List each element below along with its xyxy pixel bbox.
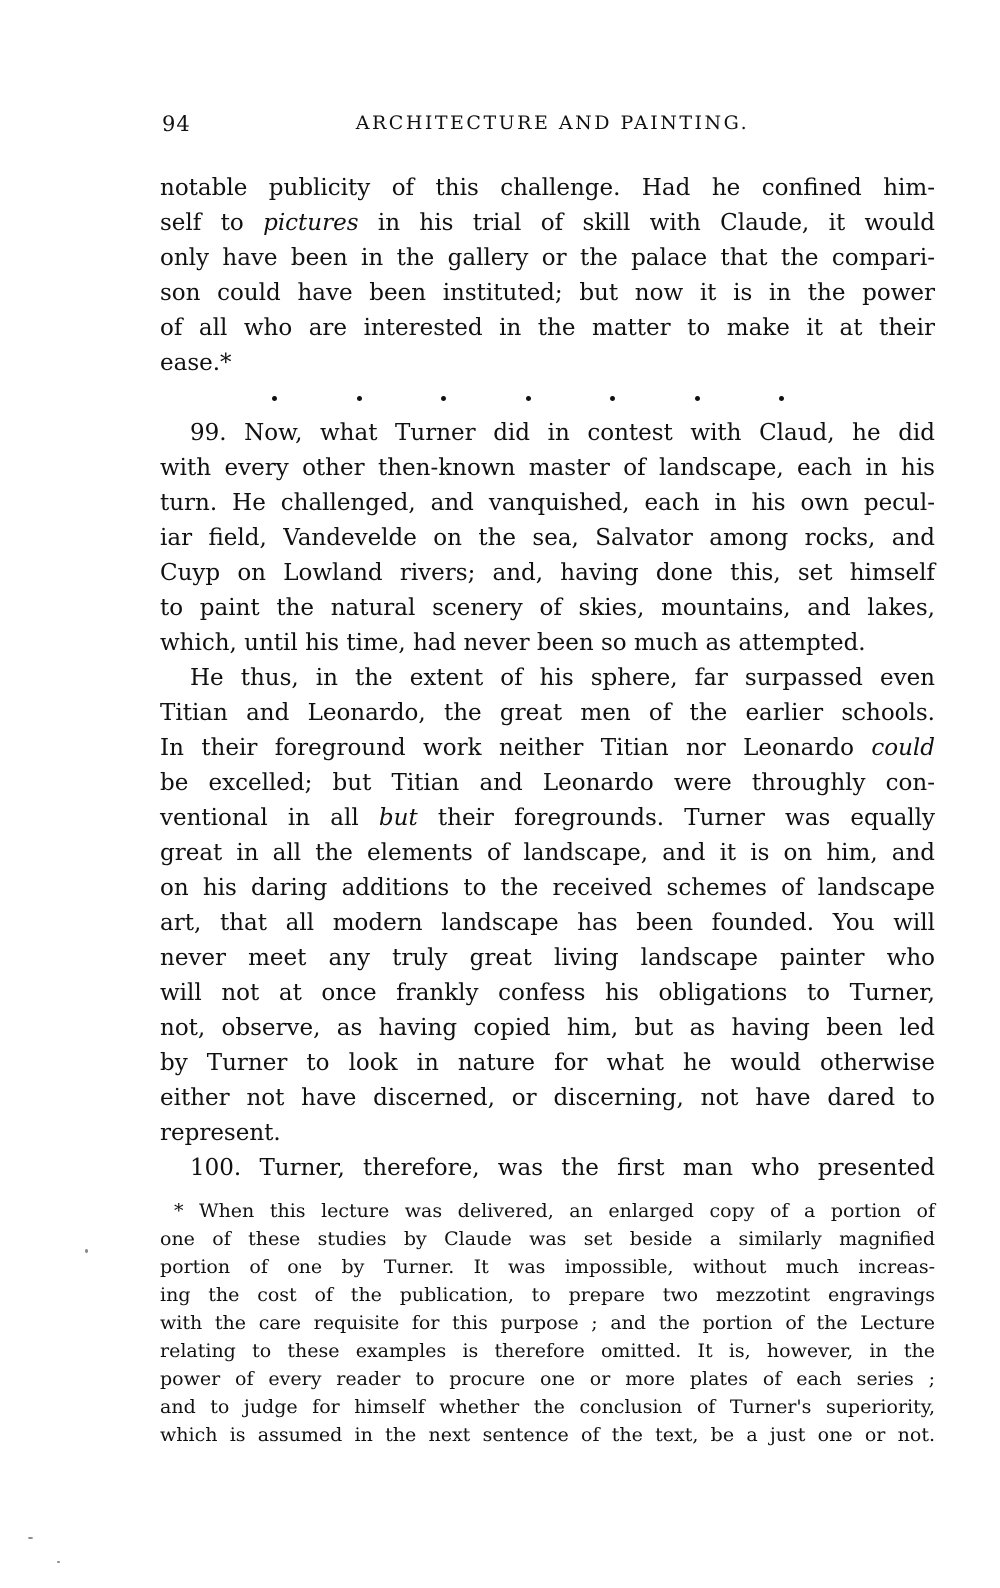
text-line: great in all the elements of landscape, and it is on him, and [160, 840, 935, 866]
text-line: with the care requisite for this purpose ; and the portion of the Lecture [160, 1312, 935, 1334]
text-line: ventional in all but their foregrounds. Turner was equally [160, 805, 935, 831]
text-line: of all who are interested in the matter to make it at their [160, 315, 935, 341]
text-line: * When this lecture was delivered, an enlarged copy of a portion of [174, 1200, 935, 1222]
text-line: only have been in the gallery or the palace that the compari- [160, 245, 935, 271]
paragraph [160, 1197, 935, 1449]
separator-dot [441, 396, 446, 401]
text-line: and to judge for himself whether the conclusion of Turner's superiority, [160, 1396, 935, 1418]
text-line: which, until his time, had never been so much as attempted. [160, 630, 866, 656]
text-line: ease.* [160, 350, 232, 376]
scan-artifact [85, 1249, 88, 1253]
text-line: 100. Turner, therefore, was the first man who presented [190, 1155, 935, 1181]
separator-dot [526, 396, 531, 401]
italic-text: but [378, 805, 418, 831]
italic-text: could [871, 735, 935, 761]
running-header [160, 112, 935, 138]
body-text [160, 171, 935, 1186]
paragraph [160, 661, 935, 1151]
text-line: son could have been instituted; but now it is in the power [160, 280, 935, 306]
text-line: In their foreground work neither Titian nor Leonardo could [160, 735, 935, 761]
scan-artifact [57, 1561, 60, 1563]
separator-dot [695, 396, 700, 401]
text-line: ing the cost of the publication, to prepare two mezzotint engravings [160, 1284, 935, 1306]
text-line: art, that all modern landscape has been founded. You will [160, 910, 935, 936]
text-line: Titian and Leonardo, the great men of the earlier schools. [160, 700, 935, 726]
paragraph [160, 416, 935, 661]
italic-text: pictures [263, 210, 359, 236]
text-line: self to pictures in his trial of skill with Claude, it would [160, 210, 935, 236]
text-line: Cuyp on Lowland rivers; and, having done this, set himself [160, 560, 935, 586]
text-line: with every other then-known master of landscape, each in his [160, 455, 935, 481]
separator-dot [357, 396, 362, 401]
separator-dot [272, 396, 277, 401]
running-title: ARCHITECTURE AND PAINTING. [355, 112, 750, 134]
paragraph [160, 1151, 935, 1186]
text-line: relating to these examples is therefore omitted. It is, however, in the [160, 1340, 935, 1362]
text-line: not, observe, as having copied him, but as having been led [160, 1015, 935, 1041]
text-line: which is assumed in the next sentence of the text, be a just one or not. [160, 1424, 935, 1446]
separator-dot [610, 396, 615, 401]
text-line: represent. [160, 1120, 281, 1146]
paragraph [160, 171, 935, 381]
text-line: notable publicity of this challenge. Had he confined him- [160, 175, 935, 201]
text-line: one of these studies by Claude was set beside a similarly magnified [160, 1228, 935, 1250]
text-line: portion of one by Turner. It was impossible, without much increas- [160, 1256, 935, 1278]
section-separator-dots [272, 381, 784, 416]
page-number: 94 [162, 112, 191, 136]
scan-artifact [28, 1537, 33, 1539]
page-content-column [160, 112, 935, 1449]
text-line: will not at once frankly confess his obligations to Turner, [160, 980, 935, 1006]
text-line: to paint the natural scenery of skies, mountains, and lakes, [160, 595, 935, 621]
text-line: by Turner to look in nature for what he would otherwise [160, 1050, 935, 1076]
text-line: never meet any truly great living landscape painter who [160, 945, 935, 971]
footnote [160, 1197, 935, 1449]
text-line: turn. He challenged, and vanquished, each in his own pecul- [160, 490, 935, 516]
text-line: on his daring additions to the received schemes of landscape [160, 875, 935, 901]
text-line: 99. Now, what Turner did in contest with Claud, he did [190, 420, 935, 446]
text-line: be excelled; but Titian and Leonardo were throughly con- [160, 770, 935, 796]
text-line: He thus, in the extent of his sphere, far surpassed even [190, 665, 935, 691]
text-line: iar field, Vandevelde on the sea, Salvator among rocks, and [160, 525, 935, 551]
text-line: either not have discerned, or discerning, not have dared to [160, 1085, 935, 1111]
text-line: power of every reader to procure one or more plates of each series ; [160, 1368, 935, 1390]
separator-dot [779, 396, 784, 401]
